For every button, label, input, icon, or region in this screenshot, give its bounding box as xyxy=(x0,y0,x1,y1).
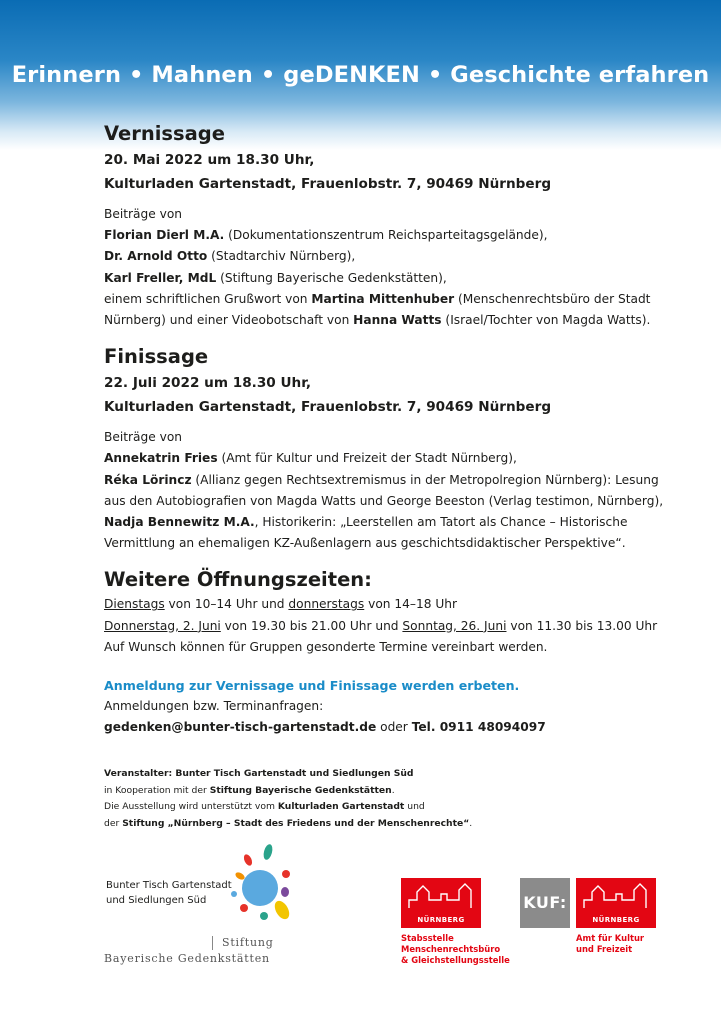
organizer-line-1: Veranstalter: Bunter Tisch Gartenstadt und Siedlungen Süd xyxy=(104,768,414,780)
finissage-date: 22. Juli 2022 um 18.30 Uhr, xyxy=(104,375,312,392)
vernissage-heading: Vernissage xyxy=(104,122,225,145)
finissage-intro: Beiträge von xyxy=(104,430,183,445)
vernissage-speaker-3: Karl Freller, MdL (Stiftung Bayerische Gedenkstätten), xyxy=(104,270,447,285)
vernissage-speaker-1: Florian Dierl M.A. (Dokumentationszentrum Reichsparteitagsgelände), xyxy=(104,228,548,243)
registration-label: Anmeldungen bzw. Terminanfragen: xyxy=(104,699,324,714)
main-content xyxy=(104,120,704,832)
nuernberg-logo-1: NÜRNBERG xyxy=(401,878,481,928)
organizer-line-2: in Kooperation mit der Stiftung Bayerische Gedenkstätten. xyxy=(104,784,395,796)
logo-footer xyxy=(0,840,721,990)
registration-contact: gedenken@bunter-tisch-gartenstadt.de oder Tel. 0911 48094097 xyxy=(104,720,546,735)
finissage-speaker-3: Nadja Bennewitz M.A., Historikerin: „Leerstellen am Tatort als Chance – Historische xyxy=(104,515,628,530)
vernissage-line-4: einem schriftlichen Grußwort von Martina Mittenhuber (Menschenrechtsbüro der Stadt xyxy=(104,291,651,306)
finissage-heading: Finissage xyxy=(104,345,209,369)
hours-row-1: Dienstags von 10–14 Uhr und donnerstags von 14–18 Uhr xyxy=(104,597,458,612)
finissage-venue: Kulturladen Gartenstadt, Frauenlobstr. 7, 90469 Nürnberg xyxy=(104,399,552,416)
vernissage-intro: Beiträge von xyxy=(104,207,183,221)
vernissage-date: 20. Mai 2022 um 18.30 Uhr, xyxy=(104,152,315,168)
stiftung-logo-line-2: Bayerische Gedenkstätten xyxy=(104,952,270,965)
hours-heading: Weitere Öffnungszeiten: xyxy=(104,568,372,592)
finissage-line-5: Vermittlung an ehemaligen KZ-Außenlagern aus geschichtsdidaktischer Perspektive“. xyxy=(104,536,626,551)
finissage-speaker-1: Annekatrin Fries (Amt für Kultur und Freizeit der Stadt Nürnberg), xyxy=(104,451,517,466)
email-link[interactable]: gedenken@bunter-tisch-gartenstadt.de xyxy=(104,720,377,735)
organizer-line-4: der Stiftung „Nürnberg – Stadt des Friedens und der Menschenrechte“. xyxy=(104,817,473,829)
vernissage-venue: Kulturladen Gartenstadt, Frauenlobstr. 7, 90469 Nürnberg xyxy=(104,176,552,192)
vernissage-speaker-2: Dr. Arnold Otto (Stadtarchiv Nürnberg), xyxy=(104,249,356,264)
stabsstelle-caption: Stabsstelle Menschenrechtsbüro & Gleichstellungsstelle xyxy=(401,933,510,965)
hours-row-3: Auf Wunsch können für Gruppen gesonderte Termine vereinbart werden. xyxy=(104,639,548,654)
organizer-line-3: Die Ausstellung wird unterstützt vom Kulturladen Gartenstadt und xyxy=(104,801,425,813)
vernissage-line-5: Nürnberg) und einer Videobotschaft von Hanna Watts (Israel/Tochter von Magda Watts). xyxy=(104,313,651,328)
registration-highlight: Anmeldung zur Vernissage und Finissage werden erbeten. xyxy=(104,678,520,694)
stiftung-divider xyxy=(212,936,213,950)
hours-row-2: Donnerstag, 2. Juni von 19.30 bis 21.00 Uhr und Sonntag, 26. Juni von 11.30 bis 13.00 Uhr xyxy=(104,618,658,633)
finissage-speaker-2: Réka Lörincz (Allianz gegen Rechtsextremismus in der Metropolregion Nürnberg): Lesung xyxy=(104,472,659,487)
page-title: Erinnern • Mahnen • geDENKEN • Geschichte erfahren xyxy=(11,62,710,88)
stiftung-logo-line-1: Stiftung xyxy=(222,936,274,949)
phone-number: Tel. 0911 48094097 xyxy=(411,720,546,735)
castle-icon xyxy=(401,878,481,912)
amt-kultur-caption: Amt für Kultur und Freizeit xyxy=(576,933,645,954)
finissage-line-3: aus den Autobiografien von Magda Watts und George Beeston (Verlag testimon, Nürnberg), xyxy=(104,493,664,508)
castle-icon xyxy=(576,878,656,912)
nuernberg-logo-2: NÜRNBERG xyxy=(576,878,656,928)
bunter-tisch-logo-icon xyxy=(222,840,302,930)
kuf-logo: KUF: xyxy=(520,878,570,928)
bunter-tisch-logo-text: Bunter Tisch Gartenstadt und Siedlungen Süd xyxy=(106,880,232,906)
